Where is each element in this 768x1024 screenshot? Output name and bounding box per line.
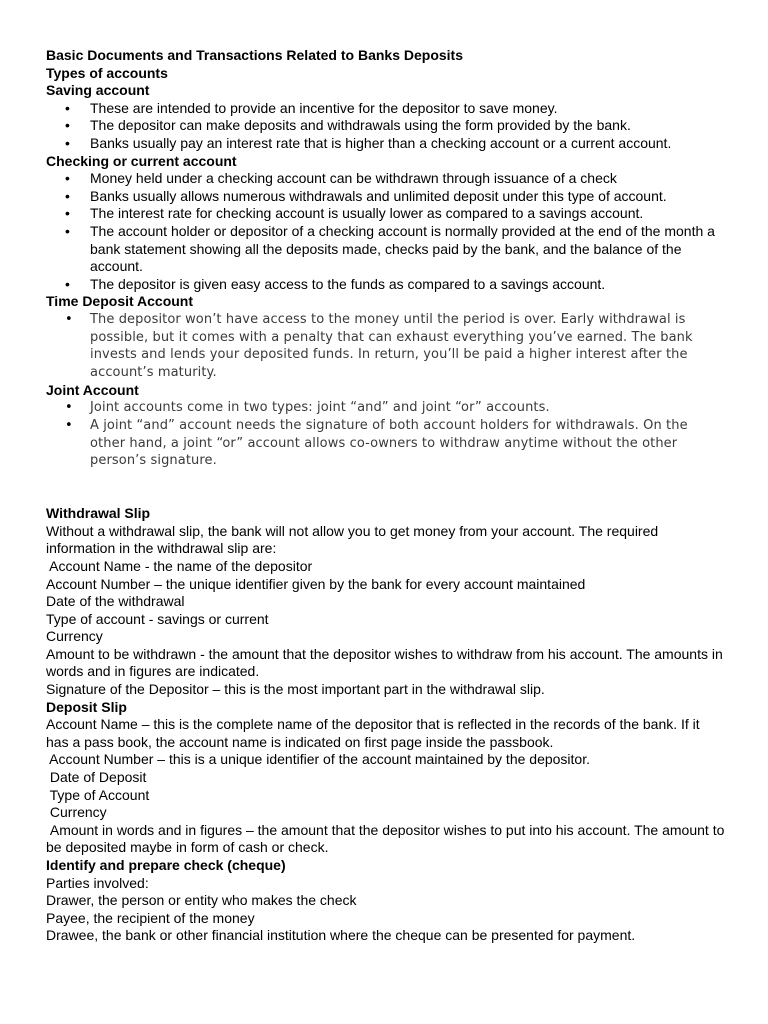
- deposit-line: Currency: [46, 804, 107, 821]
- deposit-line: Amount in words and in figures – the amount that the depositor wishes to put into his account. The amount to be deposited maybe in form of cash or check.: [46, 821, 729, 856]
- list-item: • The account holder or depositor of a checking account is normally provided at the end of the month a bank statement showing all the deposits made, checks paid by the bank, and the balance of the account.: [46, 223, 726, 276]
- saving-heading: Saving account: [46, 82, 150, 99]
- list-item: • A joint “and” account needs the signature of both account holders for withdrawals. On the other hand, a joint “or” account allows co-owners to withdraw anytime without the other person’s signature.: [46, 417, 726, 470]
- deposit-line: Type of Account: [46, 786, 150, 803]
- deposit-heading: Deposit Slip: [46, 698, 127, 715]
- list-item: • The depositor won’t have access to the money until the period is over. Early withdrawal is possible, but it comes with a penalty that can exhaust everything you’ve earned. The bank invests and lends your deposited funds. In return, you’ll be paid a higher interest after the account’s maturity.: [46, 311, 726, 382]
- list-item: • Money held under a checking account can be withdrawn through issuance of a check: [46, 170, 726, 188]
- withdrawal-line: Without a withdrawal slip, the bank will not allow you to get money from your account. The required information in the withdrawal slip are:: [46, 522, 659, 557]
- time-deposit-heading: Time Deposit Account: [46, 293, 194, 310]
- joint-heading: Joint Account: [46, 381, 139, 398]
- check-line: Payee, the recipient of the money: [46, 909, 255, 926]
- types-heading: Types of accounts: [46, 64, 168, 81]
- withdrawal-line: Account Number – the unique identifier given by the bank for every account maintained: [46, 575, 586, 592]
- list-item: • Joint accounts come in two types: joint “and” and joint “or” accounts.: [46, 399, 726, 417]
- document-content: [46, 47, 729, 945]
- check-line: Parties involved:: [46, 874, 149, 891]
- time-deposit-list: [46, 311, 726, 382]
- list-item: • These are intended to provide an incentive for the depositor to save money.: [46, 100, 726, 118]
- check-line: Drawee, the bank or other financial institution where the cheque can be presented for payment.: [46, 927, 636, 944]
- deposit-line: Account Name – this is the complete name of the depositor that is reflected in the records of the bank. If it has a pass book, the account name is indicated on first page inside the passbook.: [46, 716, 700, 750]
- list-item: • Banks usually allows numerous withdrawals and unlimited deposit under this type of account.: [46, 188, 726, 206]
- withdrawal-heading: Withdrawal Slip: [46, 505, 151, 522]
- section-spacer: [46, 470, 726, 505]
- deposit-line: Account Number – this is a unique identifier of the account maintained by the depositor.: [46, 751, 590, 768]
- saving-list: [46, 100, 726, 153]
- withdrawal-line: Signature of the Depositor – this is the most important part in the withdrawal slip.: [46, 681, 545, 698]
- withdrawal-line: Account Name - the name of the depositor: [46, 557, 313, 574]
- withdrawal-line: Amount to be withdrawn - the amount that the depositor wishes to withdraw from his account. The amounts in words and in figures are indicated.: [46, 645, 723, 680]
- list-item: • Banks usually pay an interest rate that is higher than a checking account or a current account.: [46, 135, 726, 153]
- check-line: Drawer, the person or entity who makes the check: [46, 892, 357, 909]
- withdrawal-line: Date of the withdrawal: [46, 593, 185, 610]
- list-item: • The interest rate for checking account is usually lower as compared to a savings account.: [46, 205, 726, 223]
- withdrawal-line: Type of account - savings or current: [46, 610, 269, 627]
- deposit-line: Date of Deposit: [46, 769, 147, 786]
- joint-list: [46, 399, 726, 470]
- list-item: • The depositor can make deposits and withdrawals using the form provided by the bank.: [46, 117, 726, 135]
- checking-heading: Checking or current account: [46, 152, 237, 169]
- list-item: • The depositor is given easy access to the funds as compared to a savings account.: [46, 276, 726, 294]
- withdrawal-line: Currency: [46, 628, 103, 645]
- document-title: Basic Documents and Transactions Related to Banks Deposits: [46, 47, 464, 63]
- check-heading: Identify and prepare check (cheque): [46, 857, 286, 873]
- checking-list: [46, 170, 726, 293]
